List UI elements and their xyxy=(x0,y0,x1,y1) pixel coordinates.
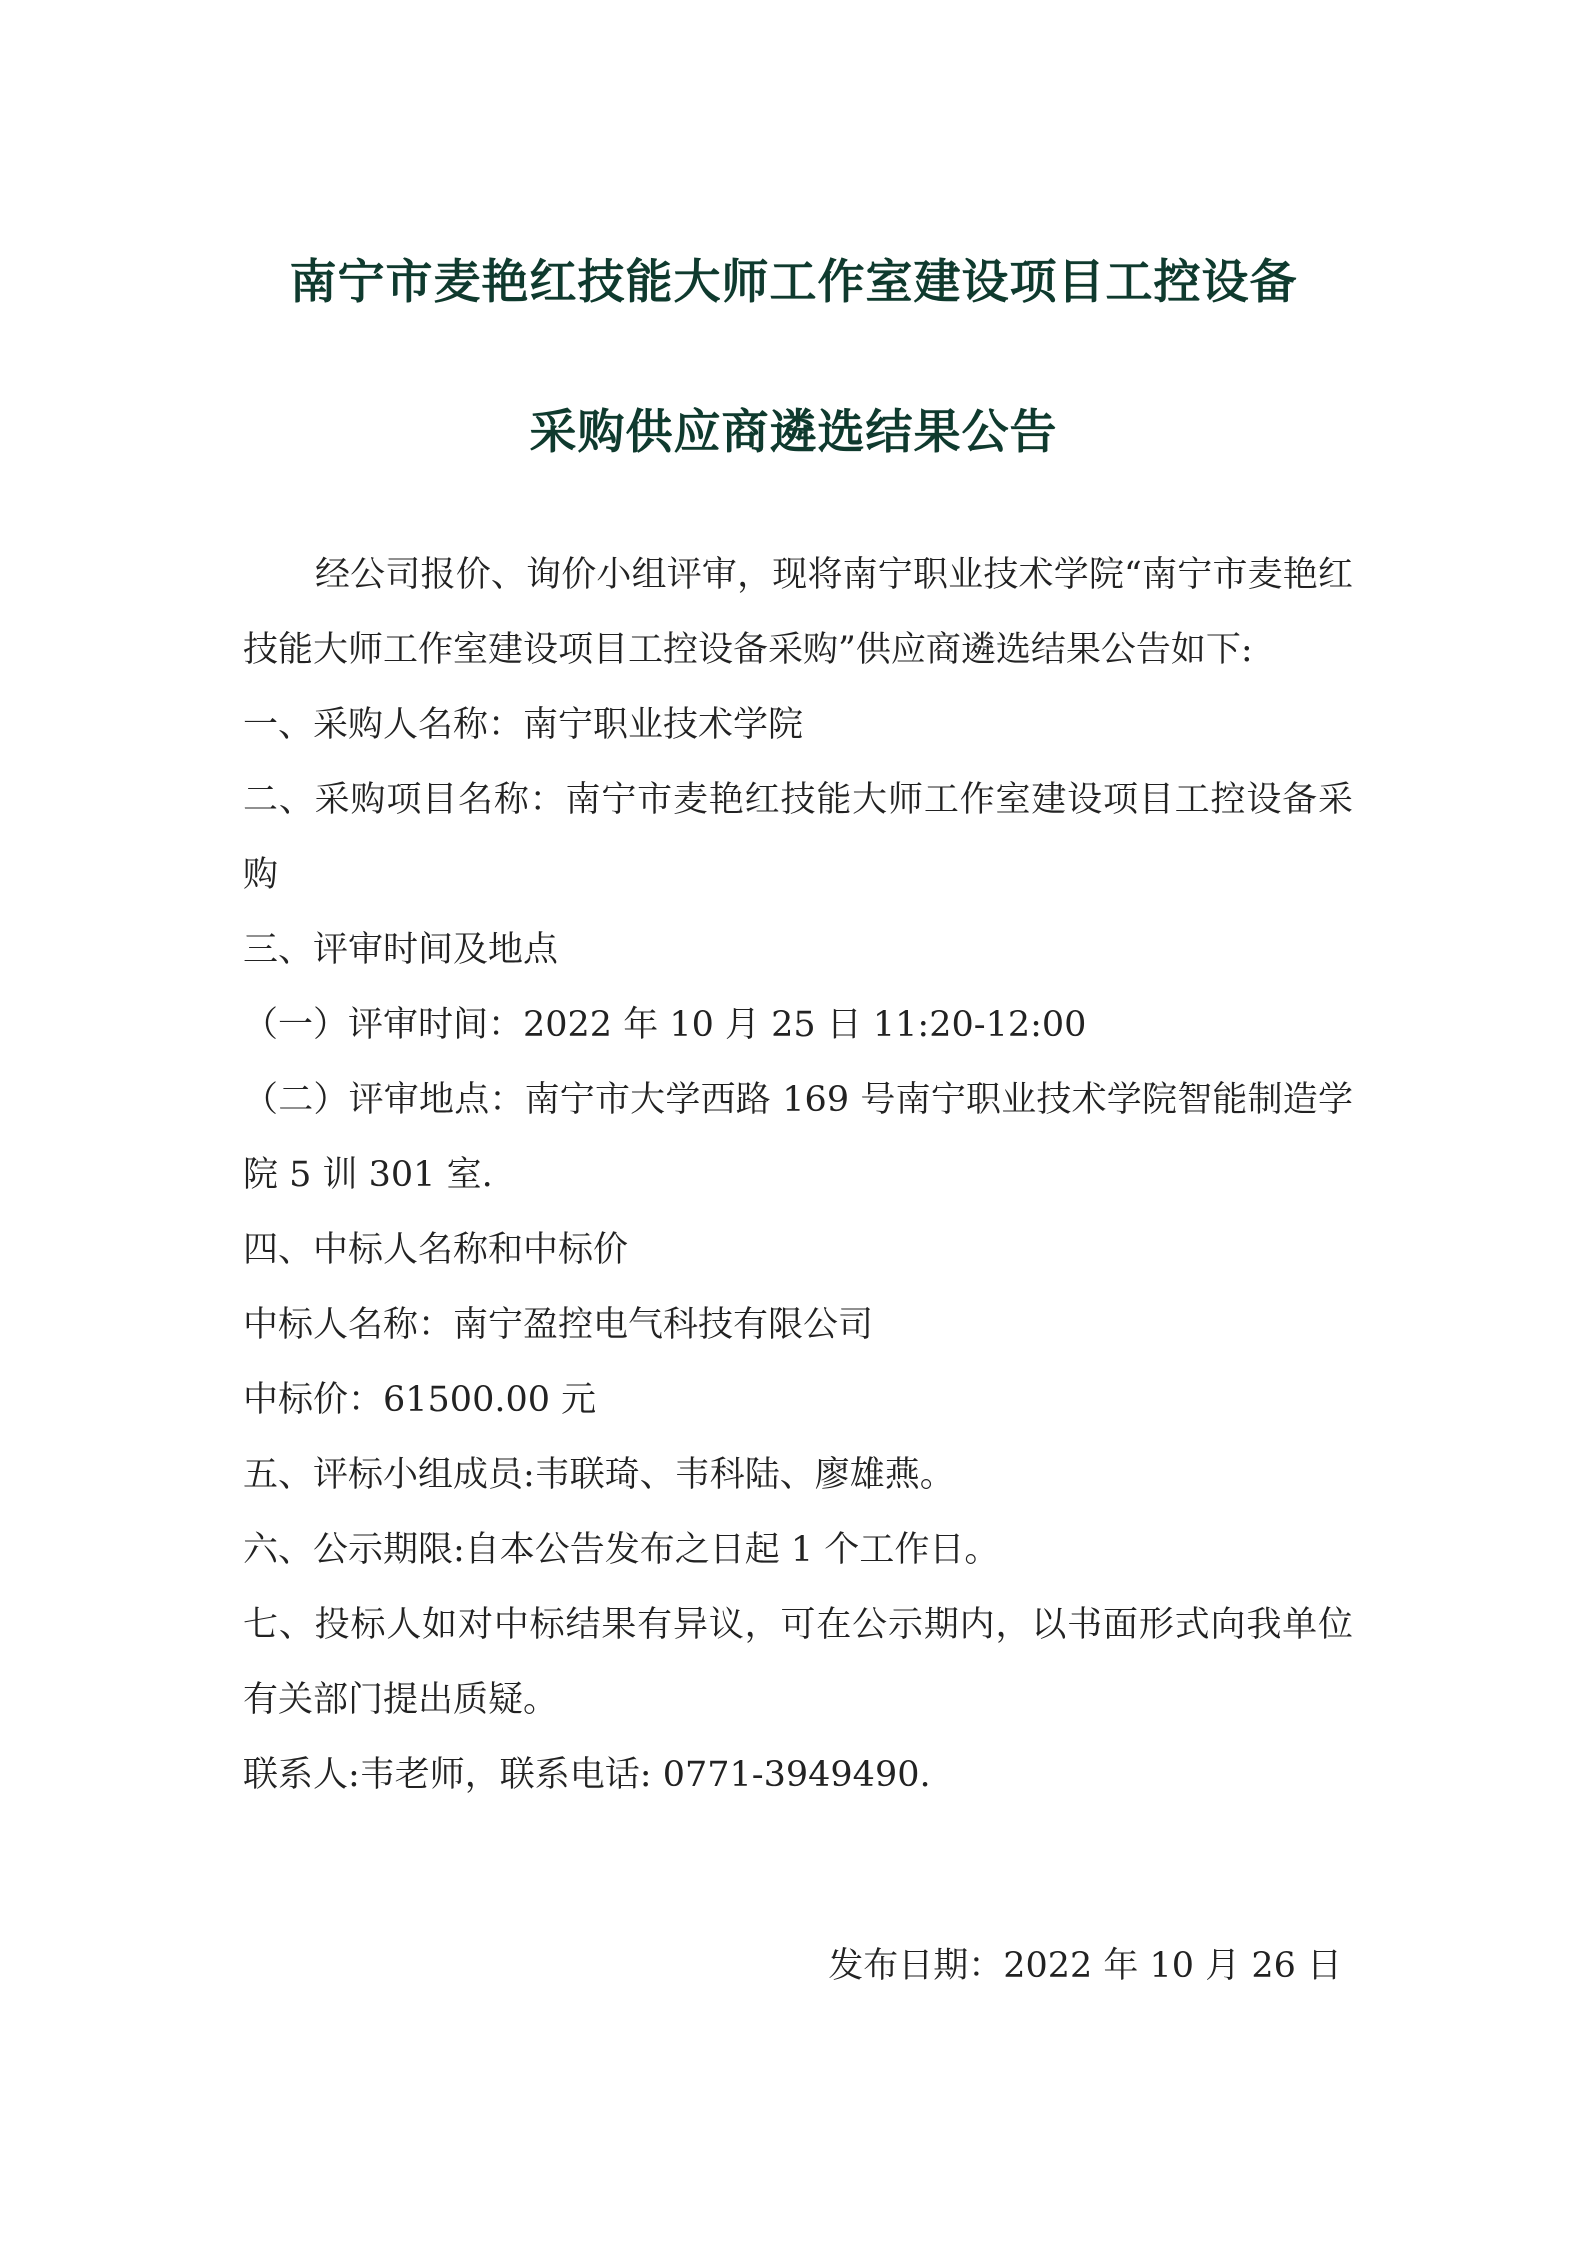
evaluation-members: 五、评标小组成员:韦联琦、韦科陆、廖雄燕。 xyxy=(243,1455,955,1495)
review-time: （一）评审时间：2022 年 10 月 25 日 11:20-12:00 xyxy=(243,1005,1087,1045)
review-time-place-heading: 三、评审时间及地点 xyxy=(243,930,559,970)
title-line-1: 南宁市麦艳红技能大师工作室建设项目工控设备 xyxy=(289,255,1298,310)
contact-info: 联系人:韦老师，联系电话: 0771-3949490. xyxy=(243,1755,931,1795)
intro-paragraph: 经公司报价、询价小组评审，现将南宁职业技术学院“南宁市麦艳红技能大师工作室建设项目工控设备采购”供应商遴选结果公告如下: xyxy=(243,555,1353,670)
announcement-body xyxy=(243,538,1353,1813)
project-name: 二、采购项目名称：南宁市麦艳红技能大师工作室建设项目工控设备采购 xyxy=(243,780,1353,895)
objection-notice: 七、投标人如对中标结果有异议，可在公示期内，以书面形式向我单位有关部门提出质疑。 xyxy=(243,1605,1353,1720)
publicity-period: 六、公示期限:自本公告发布之日起 1 个工作日。 xyxy=(243,1530,1000,1570)
publish-date: 发布日期：2022 年 10 月 26 日 xyxy=(828,1946,1342,1986)
title-line-2: 采购供应商遴选结果公告 xyxy=(529,405,1058,460)
winner-name: 中标人名称：南宁盈控电气科技有限公司 xyxy=(243,1305,874,1345)
winning-price: 中标价：61500.00 元 xyxy=(243,1380,597,1420)
review-place: （二）评审地点：南宁市大学西路 169 号南宁职业技术学院智能制造学院 5 训 301 室. xyxy=(243,1080,1353,1195)
purchaser-name: 一、采购人名称：南宁职业技术学院 xyxy=(243,705,804,745)
winner-heading: 四、中标人名称和中标价 xyxy=(243,1230,629,1270)
